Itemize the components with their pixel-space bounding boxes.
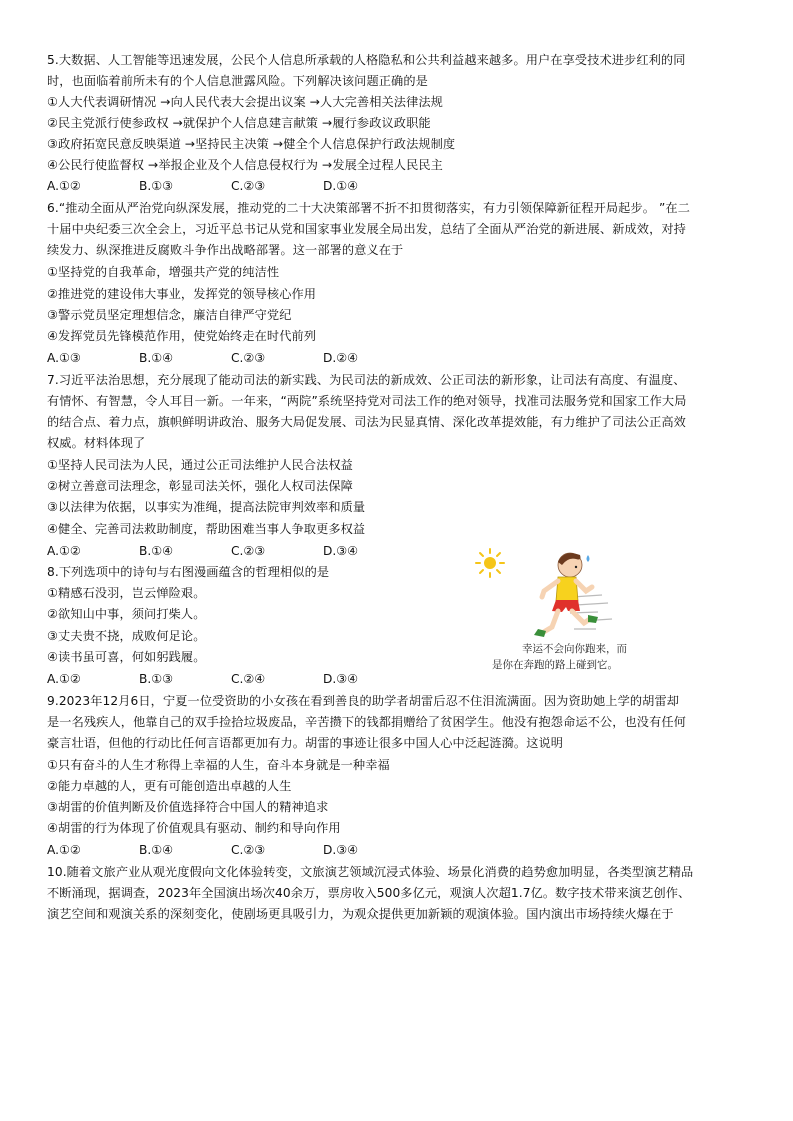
statement-2: ②推进党的建设伟大事业，发挥党的领导核心作用 xyxy=(47,287,317,301)
option-c[interactable]: C.②④ xyxy=(231,672,266,686)
statement-4: ④胡雷的行为体现了价值观具有驱动、制约和导向作用 xyxy=(47,821,341,835)
statement-1: ①坚持党的自我革命，增强共产党的纯洁性 xyxy=(47,265,280,279)
answer-options xyxy=(47,543,415,559)
option-c[interactable]: C.②③ xyxy=(231,843,266,857)
question-text: 9.2023年12月6日，宁夏一位受资助的小女孩在看到善良的助学者胡雷后忍不住泪流满面。因为资助她上学的胡雷却 xyxy=(47,694,680,708)
option-a[interactable]: A.①③ xyxy=(47,351,81,365)
option-d[interactable]: D.②④ xyxy=(323,351,359,365)
answer-options xyxy=(47,178,415,194)
cartoon-illustration xyxy=(472,545,662,645)
question-text: 6.“推动全面从严治党向纵深发展，推动党的二十大决策部署不折不扣贯彻落实，有力引领保障新征程开局起步。 ”在二 xyxy=(47,201,691,215)
statement-4: ④健全、完善司法救助制度，帮助困难当事人争取更多权益 xyxy=(47,522,366,536)
option-a[interactable]: A.①② xyxy=(47,672,81,686)
statement-4: ④读书虽可喜，何如躬践履。 xyxy=(47,650,206,664)
option-d[interactable]: D.①④ xyxy=(323,179,359,193)
option-c[interactable]: C.②③ xyxy=(231,351,266,365)
statement-3: ③胡雷的价值判断及价值选择符合中国人的精神追求 xyxy=(47,800,329,814)
statement-2: ②民主党派行使参政权 →就保护个人信息建言献策 →履行参政议政职能 xyxy=(47,116,431,130)
cartoon-caption-line-2: 是你在奔跑的路上碰到它。 xyxy=(492,659,618,671)
answer-options xyxy=(47,671,415,687)
question-text: 5.大数据、人工智能等迅速发展，公民个人信息所承载的人格隐私和公共利益越来越多。用户在享受技术进步红利的同 xyxy=(47,53,686,67)
answer-options xyxy=(47,350,415,366)
question-text: 是一名残疾人，他靠自己的双手捡拾垃圾废品，辛苦攒下的钱都捐赠给了贫困学生。他没有抱怨命运不公，也没有任何 xyxy=(47,715,686,729)
question-text: 7.习近平法治思想，充分展现了能动司法的新实践、为民司法的新成效、公正司法的新形象，让司法有高度、有温度、 xyxy=(47,373,686,387)
running-boy xyxy=(534,553,598,637)
question-text: 豪言壮语，但他的行动比任何言语都更加有力。胡雷的事迹让很多中国人心中泛起涟漪。这说明 xyxy=(47,736,564,750)
statement-4: ④公民行使监督权 →举报企业及个人信息侵权行为 →发展全过程人民民主 xyxy=(47,158,443,172)
sun-icon xyxy=(476,549,504,577)
question-text: 十届中央纪委三次全会上，习近平总书记从党和国家事业发展全局出发，总结了全面从严治党的新进展、新成效，对持 xyxy=(47,222,686,236)
cartoon-caption-line-1: 幸运不会向你跑来，而 xyxy=(522,643,627,655)
statement-3: ③政府拓宽民意反映渠道 →坚持民主决策 →健全个人信息保护行政法规制度 xyxy=(47,137,456,151)
option-b[interactable]: B.①④ xyxy=(139,351,174,365)
option-a[interactable]: A.①② xyxy=(47,544,81,558)
running-boy-cartoon xyxy=(472,545,662,675)
option-d[interactable]: D.③④ xyxy=(323,544,359,558)
option-c[interactable]: C.②③ xyxy=(231,179,266,193)
statement-3: ③以法律为依据，以事实为准绳，提高法院审判效率和质量 xyxy=(47,500,366,514)
statement-1: ①只有奋斗的人生才称得上幸福的人生，奋斗本身就是一种幸福 xyxy=(47,758,390,772)
statement-2: ②树立善意司法理念，彰显司法关怀，强化人权司法保障 xyxy=(47,479,353,493)
option-a[interactable]: A.①② xyxy=(47,179,81,193)
option-d[interactable]: D.③④ xyxy=(323,672,359,686)
option-a[interactable]: A.①② xyxy=(47,843,81,857)
question-text: 10.随着文旅产业从观光度假向文化体验转变，文旅演艺领域沉浸式体验、场景化消费的趋势愈加明显，各类型演艺精品 xyxy=(47,865,694,879)
question-text: 的结合点、着力点，旗帜鲜明讲政治、服务大局促发展、司法为民显真情、深化改革提效能，有力维护了司法公正高效 xyxy=(47,415,686,429)
answer-options xyxy=(47,842,415,858)
question-text: 有情怀、有智慧，令人耳目一新。一年来，“两院”系统坚持党对司法工作的绝对领导，找准司法服务党和国家工作大局 xyxy=(47,394,687,408)
statement-2: ②欲知山中事，须问打柴人。 xyxy=(47,607,206,621)
question-text: 演艺空间和观演关系的深刻变化，使剧场更具吸引力，为观众提供更加新颖的观演体验。国内演出市场持续火爆在于 xyxy=(47,907,674,921)
statement-1: ①精感石没羽，岂云惮险艰。 xyxy=(47,586,206,600)
statement-2: ②能力卓越的人，更有可能创造出卓越的人生 xyxy=(47,779,292,793)
question-text: 时，也面临着前所未有的个人信息泄露风险。下列解决该问题正确的是 xyxy=(47,74,428,88)
statement-3: ③警示党员坚定理想信念，廉洁自律严守党纪 xyxy=(47,308,292,322)
option-b[interactable]: B.①③ xyxy=(139,672,174,686)
question-text: 权威。材料体现了 xyxy=(47,436,146,450)
option-b[interactable]: B.①③ xyxy=(139,179,174,193)
option-b[interactable]: B.①④ xyxy=(139,843,174,857)
question-text: 续发力、纵深推进反腐败斗争作出战略部署。这一部署的意义在于 xyxy=(47,243,404,257)
option-c[interactable]: C.②③ xyxy=(231,544,266,558)
statement-1: ①坚持人民司法为人民，通过公正司法维护人民合法权益 xyxy=(47,458,353,472)
option-d[interactable]: D.③④ xyxy=(323,843,359,857)
question-text: 不断涌现，据调查，2023年全国演出场次40余万，票房收入500多亿元，观演人次超1.7亿。数字技术带来演艺创作、 xyxy=(47,886,691,900)
question-text: 8.下列选项中的诗句与右图漫画蕴含的哲理相似的是 xyxy=(47,565,330,579)
option-b[interactable]: B.①④ xyxy=(139,544,174,558)
statement-3: ③丈夫贵不挠，成败何足论。 xyxy=(47,629,206,643)
statement-1: ①人大代表调研情况 →向人民代表大会提出议案 →人大完善相关法律法规 xyxy=(47,95,443,109)
statement-4: ④发挥党员先锋模范作用，使党始终走在时代前列 xyxy=(47,329,317,343)
